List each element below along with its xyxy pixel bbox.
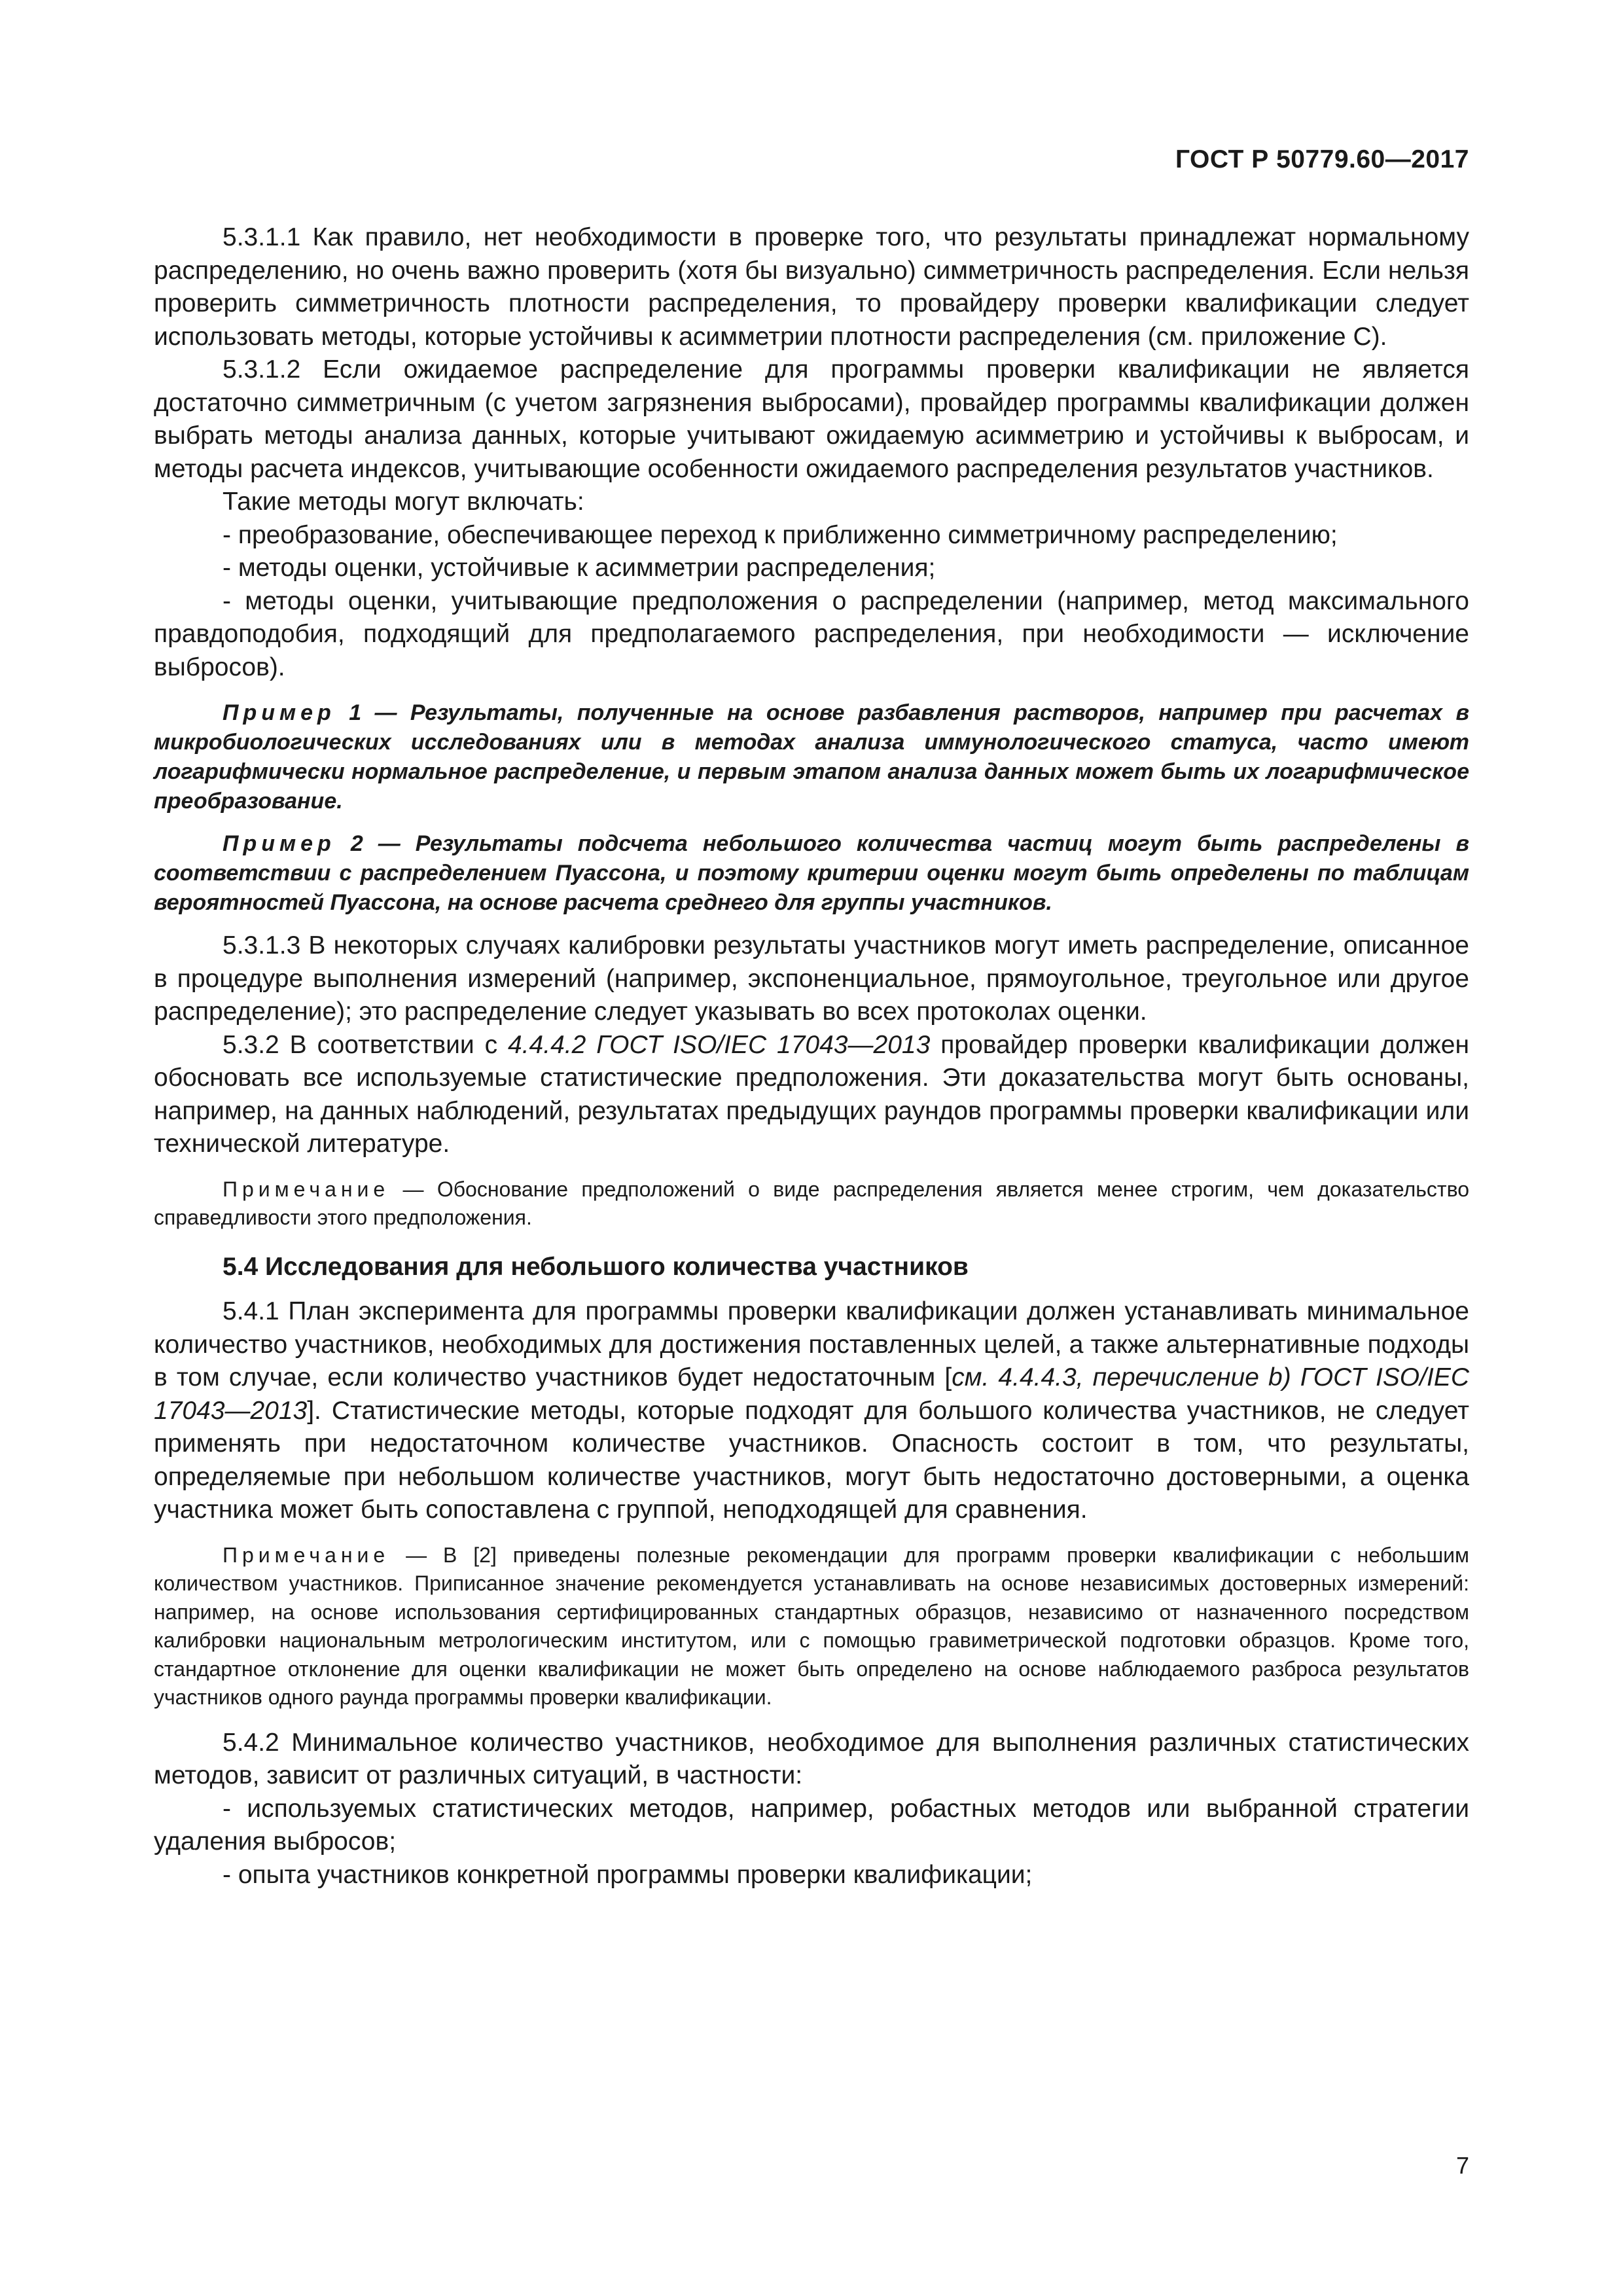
paragraph-text: 5.3.2 В соответствии с (223, 1030, 508, 1059)
paragraph-text: ]. Статистические методы, которые подходят для большого количества участников, не следует применять при недостаточном количестве участников. Опасность состоит в том, что результаты, определяемые при небольшом количестве участников, могут быть недостаточно достоверными, а оценка участника может быть сопоставлена с группой, неподходящей для сравнения. (154, 1396, 1469, 1524)
page-number: 7 (1455, 2152, 1469, 2179)
paragraph-text: 5.4.1 План эксперимента для программы проверки квалификации должен устанавливать минимальное количество участников, необходимых для достижения поставленных целей, а также альтернативные подходы в том случае, если количество участников будет недостаточным [ (154, 1297, 1469, 1391)
example-2 (154, 829, 1469, 918)
example-text: 1 — Результаты, полученные на основе разбавления растворов, например при расчетах в микробиологических исследованиях или в методах анализа иммунологического статуса, часто имеют логарифмически нормальное распределение, и первым этапом анализа данных может быть их логарифмическое преобразование. (154, 700, 1469, 814)
list-item: - опыта участников конкретной программы проверки квалификации; (223, 1860, 1033, 1889)
note-text: — Обоснование предположений о виде распределения является менее строгим, чем доказательство справедливости этого предположения. (154, 1177, 1469, 1229)
note-label: Примечание (223, 1543, 390, 1567)
example-label: Пример (223, 700, 336, 725)
list-item: - преобразование, обеспечивающее переход к приближенно симметричному распределению; (223, 520, 1338, 549)
paragraph-5-4-2: 5.4.2 Минимальное количество участников, необходимое для выполнения различных статистических методов, зависит от различных ситуаций, в частности: (154, 1728, 1469, 1789)
note-1 (154, 1175, 1469, 1232)
list-item: - методы оценки, учитывающие предположения о распределении (например, метод максимального правдоподобия, подходящий для предполагаемого распределения, при необходимости — исключение выбросов). (154, 586, 1469, 681)
standard-header: ГОСТ Р 50779.60—2017 (1175, 145, 1469, 173)
paragraph-5-4-1 (154, 1295, 1469, 1527)
paragraph-text: провайдер проверки квалификации должен обосновать все используемые статистические предположения. Эти доказательства могут быть основаны, например, на данных наблюдений, результатах предыдущих раундов программы проверки квалификации или технической литературе. (154, 1030, 1469, 1158)
standard-reference: см. 4.4.4.3, перечисление b) ГОСТ ISO/IEC 17043—2013 (154, 1363, 1469, 1425)
paragraph-5-3-1-1: 5.3.1.1 Как правило, нет необходимости в проверке того, что результаты принадлежат нормальному распределению, но очень важно проверить (хотя бы визуально) симметричность распределения. Если нельзя проверить симметричность плотности распределения, то провайдеру проверки квалификации следует использовать методы, которые устойчивы к асимметрии плотности распределения (см. приложение С). (154, 223, 1469, 351)
paragraph-5-3-1-2: 5.3.1.2 Если ожидаемое распределение для программы проверки квалификации не является достаточно симметричным (с учетом загрязнения выбросами), провайдер программы квалификации должен выбрать методы анализа данных, которые учитывают ожидаемую асимметрию и устойчивы к выбросам, и методы расчета индексов, учитывающие особенности ожидаемого распределения результатов участников. (154, 355, 1469, 483)
note-label: Примечание (223, 1177, 390, 1201)
methods-intro: Такие методы могут включать: (223, 488, 584, 516)
list-item: - используемых статистических методов, например, робастных методов или выбранной стратегии удаления выбросов; (154, 1794, 1469, 1856)
note-text: — В [2] приведены полезные рекомендации для программ проверки квалификации с небольшим количеством участников. Приписанное значение рекомендуется устанавливать на основе независимых достоверных измерений: например, на основе использования сертифицированных стандартных образцов, независимо от назначенного посредством калибровки национальным метрологическим институтом, или с помощью гравиметрической подготовки образцов. Кроме того, стандартное отклонение для оценки квалификации не может быть определено на основе наблюдаемого разброса результатов участников одного раунда программы проверки квалификации. (154, 1543, 1469, 1709)
document-page (154, 0, 1469, 2296)
note-2 (154, 1541, 1469, 1712)
example-1 (154, 698, 1469, 816)
standard-reference: 4.4.4.2 ГОСТ ISO/IEC 17043—2013 (508, 1030, 931, 1059)
example-label: Пример (223, 831, 336, 856)
section-heading-5-4: 5.4 Исследования для небольшого количества участников (223, 1252, 969, 1281)
list-item: - методы оценки, устойчивые к асимметрии распределения; (223, 554, 936, 582)
example-text: 2 — Результаты подсчета небольшого количества частиц могут быть распределены в соответствии с распределением Пуассона, и поэтому критерии оценки могут быть определены по таблицам вероятностей Пуассона, на основе расчета среднего для группы участников. (154, 831, 1469, 915)
paragraph-5-3-1-3: 5.3.1.3 В некоторых случаях калибровки результаты участников могут иметь распределение, описанное в процедуре выполнения измерений (например, экспоненциальное, прямоугольное, треугольное или другое распределение); это распределение следует указывать во всех протоколах оценки. (154, 931, 1469, 1026)
paragraph-5-3-2 (154, 1029, 1469, 1161)
page-content (154, 221, 1469, 1892)
